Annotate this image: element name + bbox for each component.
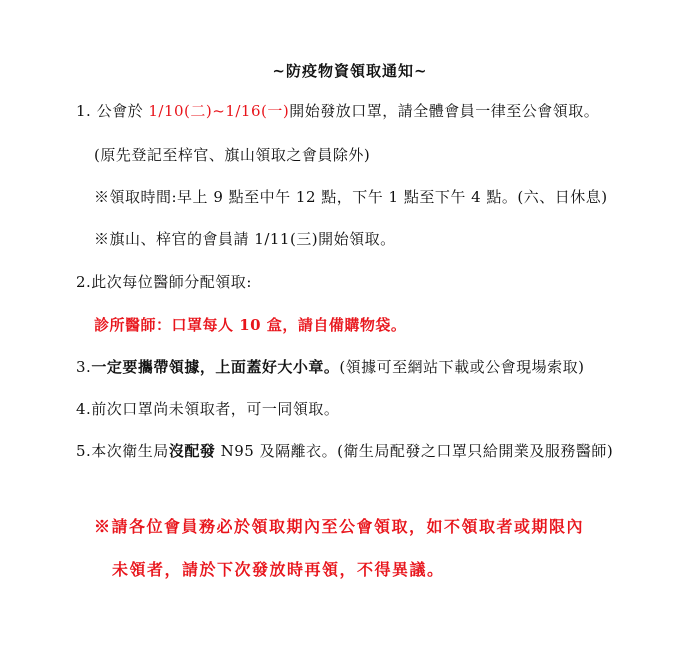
notice-line-1: ※請各位會員務必於領取期內至公會領取，如不領取者或期限內 [94, 517, 585, 536]
item-1-dates: 1/10(二)~1/16(一) [148, 102, 290, 120]
item-3-prefix: 3. [76, 358, 92, 376]
item-1-prefix: 1. 公會於 [76, 102, 149, 120]
item-5-bold: 沒配發 [168, 442, 216, 460]
item-1 [76, 100, 599, 121]
item-5-prefix: 5.本次衛生局 [76, 442, 169, 460]
item-1-note-branch: ※旗山、梓官的會員請 1/11(三)開始領取。 [94, 230, 396, 248]
item-5 [76, 440, 613, 461]
page-title: ~防疫物資領取通知~ [272, 62, 428, 80]
item-2-detail: 診所醫師：口罩每人 10 盒，請自備購物袋。 [94, 316, 407, 334]
item-1-suffix: 開始發放口罩，請全體會員一律至公會領取。 [289, 102, 600, 120]
item-3-bold: 一定要攜帶領據，上面蓋好大小章。 [91, 358, 340, 376]
notice-line-2: 未領者，請於下次發放時再領，不得異議。 [112, 560, 445, 579]
item-3 [76, 356, 585, 377]
item-1-note-exception: (原先登記至梓官、旗山領取之會員除外) [94, 146, 371, 164]
item-5-suffix: N95 及隔離衣。(衛生局配發之口罩只給開業及服務醫師) [215, 442, 614, 460]
item-2: 2.此次每位醫師分配領取: [76, 273, 252, 291]
item-4: 4.前次口罩尚未領取者，可一同領取。 [76, 400, 340, 418]
item-1-note-hours: ※領取時間:早上 9 點至中午 12 點，下午 1 點至下午 4 點。(六、日休息) [94, 188, 608, 206]
item-3-suffix: (領據可至網站下載或公會現場索取) [339, 358, 585, 376]
